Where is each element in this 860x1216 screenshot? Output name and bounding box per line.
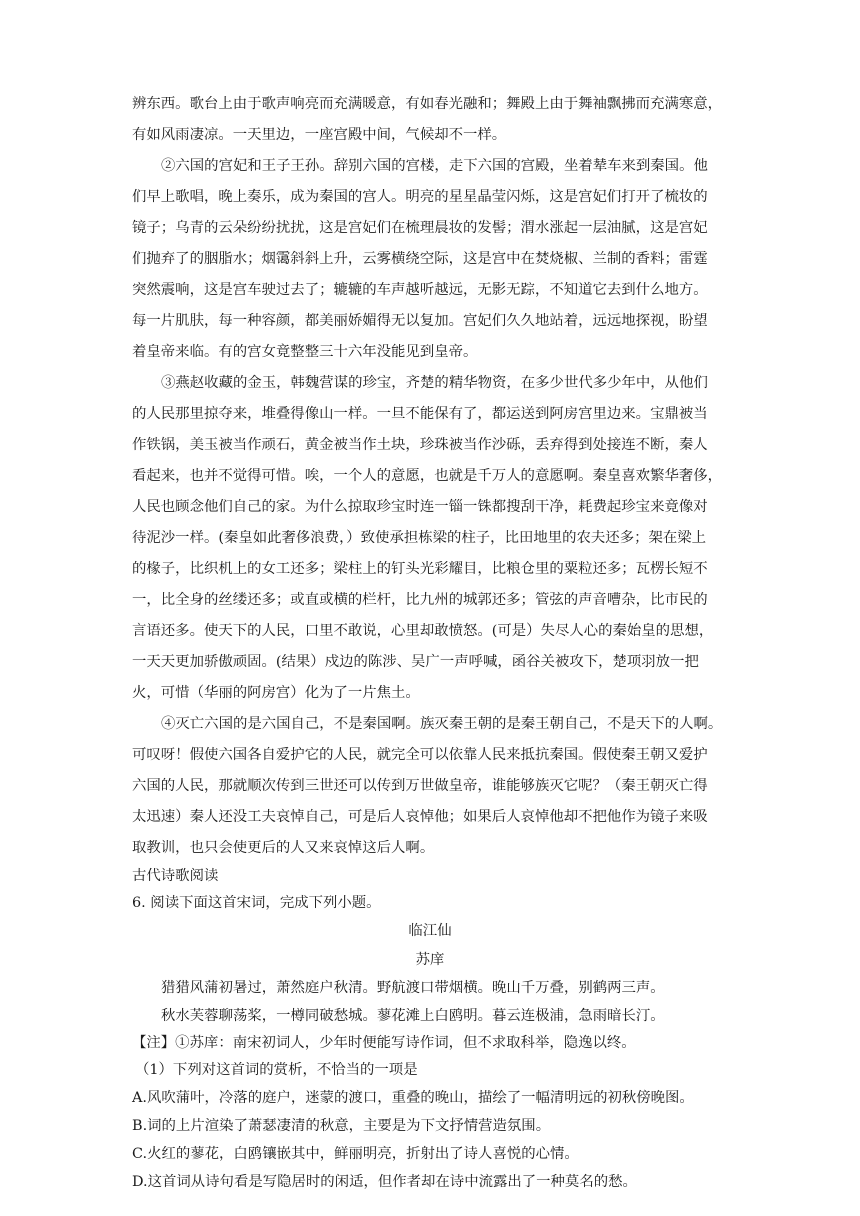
- text-line: 每一片肌肤，每一种容颜，都美丽娇媚得无以复加。宫妃们久久地站着，远远地探视，盼望: [132, 313, 708, 329]
- text-line: 们早上歌唱，晚上奏乐，成为秦国的宫人。明亮的星星晶莹闪烁，这是宫妃们打开了梳妆的: [132, 189, 708, 205]
- section-heading: 古代诗歌阅读: [132, 868, 219, 884]
- text-line: 一，比全身的丝缕还多；或直或横的栏杆，比九州的城郭还多；管弦的声音嘈杂，比市民的: [132, 592, 708, 608]
- text-line: 六国的人民，那就顺次传到三世还可以传到万世做皇帝，谁能够族灭它呢？（秦王朝灭亡得: [132, 778, 708, 794]
- text-line: 突然震响，这是宫车驶过去了；辘辘的车声越听越远，无影无踪，不知道它去到什么地方。: [132, 282, 708, 298]
- text-line: 镜子；乌青的云朵纷纷扰扰，这是宫妃们在梳理晨妆的发髻；渭水涨起一层油腻，这是宫妃: [132, 220, 708, 236]
- question-prompt: 6. 阅读下面这首宋词，完成下列小题。: [132, 895, 381, 911]
- text-line: 看起来，也并不觉得可惜。唉，一个人的意愿，也就是千万人的意愿啊。秦皇喜欢繁华奢侈，: [132, 468, 723, 484]
- text-line: 待泥沙一样。(秦皇如此奢侈浪费，）致使承担栋梁的柱子，比田地里的农夫还多；架在梁上: [132, 530, 707, 546]
- text-line: 人民也顾念他们自己的家。为什么掠取珍宝时连一锱一铢都搜刮干净，耗费起珍宝来竟像对: [132, 499, 708, 515]
- text-line: ②六国的宫妃和王子王孙。辞别六国的宫楼，走下六国的宫殿，坐着辇车来到秦国。他: [161, 158, 708, 174]
- text-line: 着皇帝来临。有的宫女竟整整三十六年没能见到皇帝。: [132, 344, 478, 360]
- text-line: ③燕赵收藏的金玉，韩魏营谋的珍宝，齐楚的精华物资，在多少世代多少年中，从他们: [161, 375, 708, 391]
- footnote: 【注】①苏庠：南宋初词人，少年时便能写诗作词，但不求取科举，隐逸以终。: [132, 1035, 636, 1051]
- option-b: B.词的上片渲染了萧瑟凄清的秋意，主要是为下文抒情营造氛围。: [132, 1118, 551, 1134]
- text-line: 言语还多。使天下的人民，口里不敢说，心里却敢愤怒。(可是）失尽人心的秦始皇的思想，: [132, 623, 714, 639]
- poem-title: 临江仙: [408, 923, 452, 939]
- text-line: ④灭亡六国的是六国自己，不是秦国啊。族灭秦王朝的是秦王朝自己，不是天下的人啊。: [161, 716, 723, 732]
- text-line: 火，可惜（华丽的阿房宫）化为了一片焦土。: [132, 685, 420, 701]
- option-a: A.风吹蒲叶，冷落的庭户，迷蒙的渡口，重叠的晚山，描绘了一幅清明远的初秋傍晚图。: [132, 1090, 694, 1106]
- text-line: 作铁锅，美玉被当作顽石，黄金被当作土块，珍珠被当作沙砾，丢弃得到处接连不断，秦人: [132, 437, 708, 453]
- poem-line: 秋水芙蓉聊荡桨，一樽同破愁城。蓼花滩上白鸥明。暮云连极浦，急雨暗长汀。: [161, 1008, 665, 1024]
- text-line: 的人民那里掠夺来，堆叠得像山一样。一旦不能保有了，都运送到阿房宫里边来。宝鼎被当: [132, 406, 708, 422]
- text-line: 可叹呀！假使六国各自爱护它的人民，就完全可以依靠人民来抵抗秦国。假使秦王朝又爱护: [132, 747, 708, 763]
- text-line: 的椽子，比织机上的女工还多；梁柱上的钉头光彩耀目，比粮仓里的粟粒还多；瓦楞长短不: [132, 561, 708, 577]
- poem-author: 苏庠: [415, 952, 445, 968]
- option-c: C.火红的蓼花，白鸥镶嵌其中，鲜丽明亮，折射出了诗人喜悦的心情。: [132, 1146, 579, 1162]
- text-line: 取教训，也只会使更后的人又来哀悼这后人啊。: [132, 840, 435, 856]
- text-line: 们抛弃了的胭脂水；烟霭斜斜上升，云雾横绕空际，这是宫中在焚烧椒、兰制的香料；雷霆: [132, 251, 708, 267]
- poem-line: 猎猎风蒲初暑过，萧然庭户秋清。野航渡口带烟横。晚山千万叠，别鹤两三声。: [161, 980, 665, 996]
- text-line: 一天天更加骄傲顽固。(结果）戍边的陈涉、吴广一声呼喊，函谷关被攻下，楚项羽放一把: [132, 654, 699, 670]
- text-line: 有如风雨凄凉。一天里边，一座宫殿中间，气候却不一样。: [132, 127, 507, 143]
- sub-question-1: （1）下列对这首词的赏析，不恰当的一项是: [135, 1062, 418, 1078]
- text-line: 太迅速）秦人还没工夫哀悼自己，可是后人哀悼他；如果后人哀悼他却不把他作为镜子来吸: [132, 809, 708, 825]
- option-d: D.这首词从诗句看是写隐居时的闲适，但作者却在诗中流露出了一种莫名的愁。: [132, 1174, 637, 1190]
- text-line: 辨东西。歌台上由于歌声响亮而充满暖意，有如春光融和；舞殿上由于舞袖飘拂而充满寒意，: [132, 96, 723, 112]
